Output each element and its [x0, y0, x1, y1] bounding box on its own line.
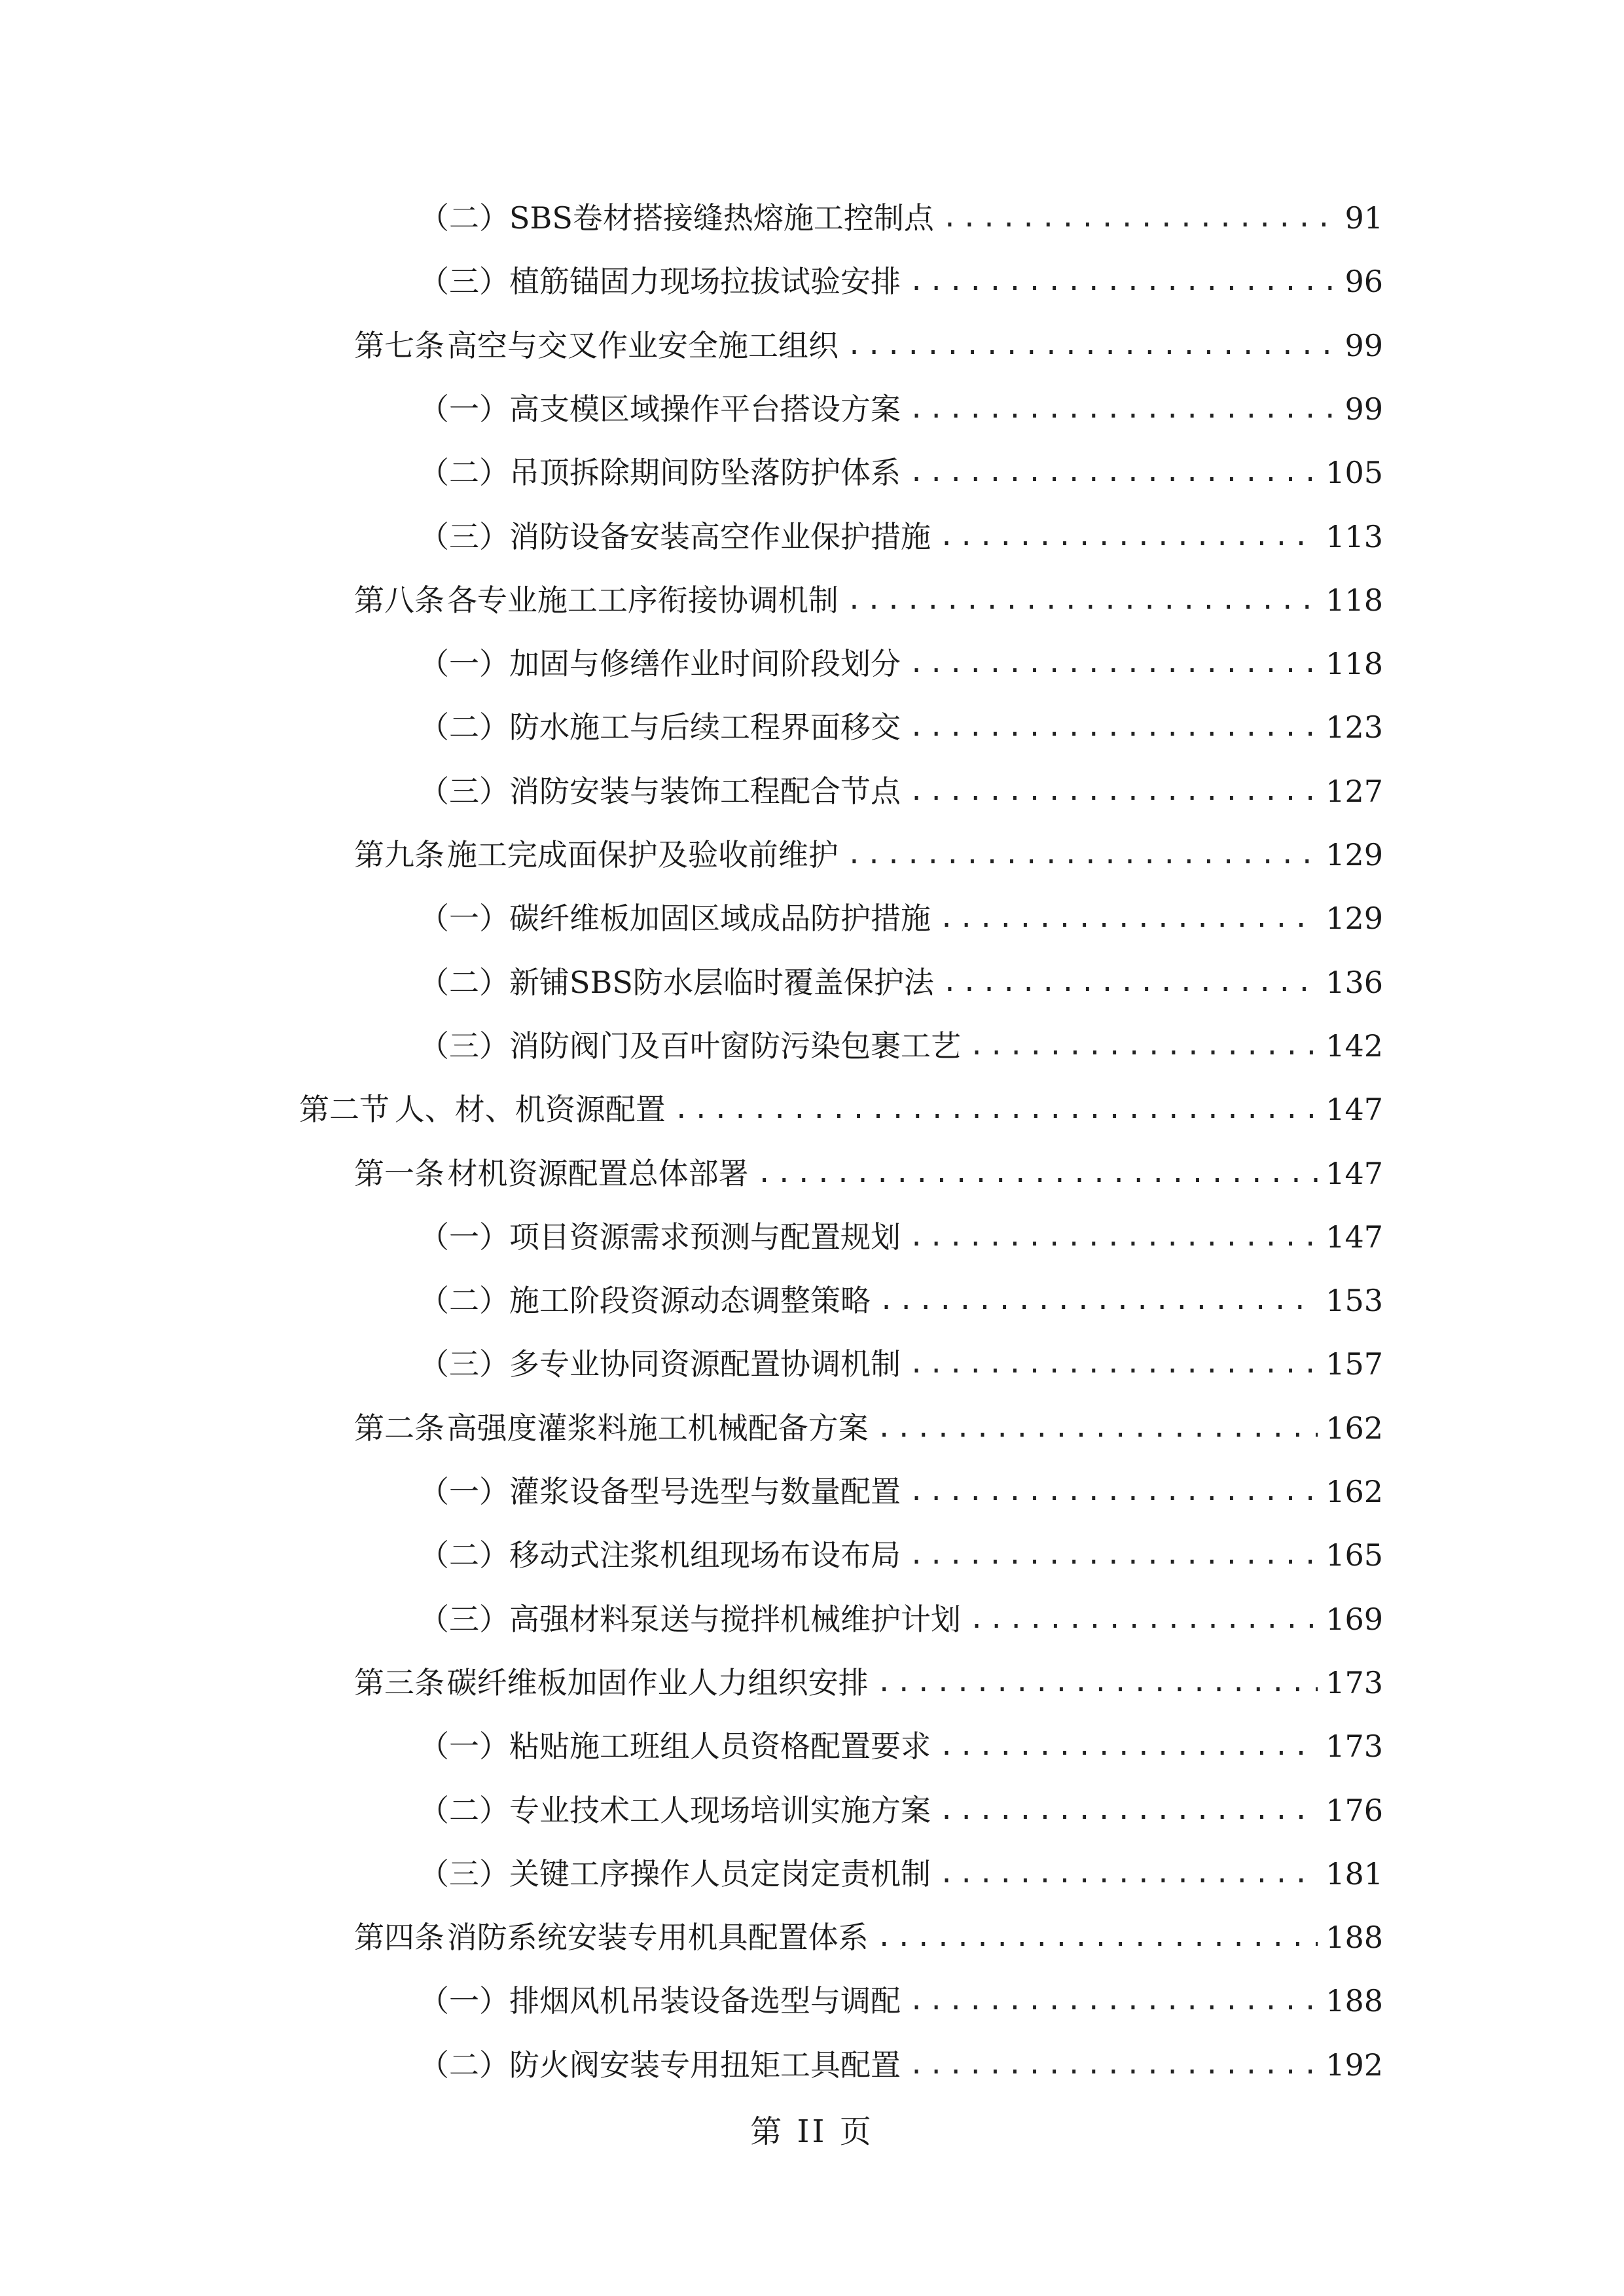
toc-entry-page: 153 [1326, 1283, 1383, 1319]
dot-leader [757, 1147, 1318, 1200]
toc-entry-title: 碳纤维板加固区域成品防护措施 [509, 901, 931, 937]
dot-leader [939, 1720, 1318, 1772]
toc-entry-number: （三） [419, 1856, 509, 1892]
toc-entry-number: （二） [419, 1537, 509, 1573]
toc-entry-page: 169 [1326, 1601, 1383, 1637]
toc-entry-number: （三） [419, 773, 509, 809]
toc-entry-number: 第七条 [354, 327, 444, 363]
toc-entry-title: 高强材料泵送与搅拌机械维护计划 [509, 1601, 961, 1637]
toc-entry[interactable] [419, 1529, 1383, 1581]
toc-entry-title: 高支模区域操作平台搭设方案 [509, 391, 901, 427]
toc-entry[interactable] [419, 383, 1383, 435]
toc-entry[interactable] [419, 1465, 1383, 1518]
toc-entry[interactable] [419, 1975, 1383, 2027]
toc-entry-number: （二） [419, 964, 509, 1000]
dot-leader [939, 892, 1318, 944]
dot-leader [909, 765, 1318, 817]
dot-leader [909, 2039, 1318, 2091]
toc-entry-number: （一） [419, 646, 509, 682]
toc-entry[interactable] [419, 446, 1383, 499]
toc-entry-number: 第八条 [354, 582, 444, 618]
toc-entry-page: 176 [1326, 1792, 1383, 1828]
dot-leader [969, 1020, 1318, 1072]
toc-entry-page: 127 [1326, 773, 1383, 809]
toc-entry-page: 147 [1326, 1219, 1383, 1255]
toc-entry-title: 消防阀门及百叶窗防污染包裹工艺 [509, 1028, 961, 1064]
toc-entry-page: 173 [1326, 1664, 1383, 1700]
dot-leader [942, 956, 1318, 1009]
toc-entry-title: 排烟风机吊装设备选型与调配 [509, 1983, 901, 2019]
toc-entry-page: 99 [1344, 391, 1383, 427]
toc-entry-title: 材机资源配置总体部署 [447, 1155, 749, 1191]
dot-leader [846, 829, 1318, 881]
dot-leader [939, 511, 1318, 563]
toc-entry[interactable] [419, 1274, 1383, 1327]
dot-leader [909, 1338, 1318, 1390]
toc-entry-page: 173 [1326, 1729, 1383, 1765]
toc-entry-title: 消防安装与装饰工程配合节点 [509, 773, 901, 809]
toc-entry-page: 96 [1344, 264, 1383, 300]
toc-entry-title: 专业技术工人现场培训实施方案 [509, 1792, 931, 1828]
toc-entry-title: 消防设备安装高空作业保护措施 [509, 518, 931, 554]
toc-entry[interactable] [354, 1657, 1383, 1709]
toc-entry[interactable] [354, 829, 1383, 881]
toc-entry-title: 各专业施工工序衔接协调机制 [446, 582, 839, 618]
toc-entry-number: （二） [419, 1792, 509, 1828]
toc-entry-number: 第四条 [354, 1920, 444, 1956]
toc-entry-title: 防火阀安装专用扭矩工具配置 [509, 2047, 901, 2083]
toc-entry[interactable] [354, 1147, 1383, 1200]
toc-entry[interactable] [419, 255, 1383, 308]
toc-entry-number: （二） [419, 455, 509, 491]
toc-entry-number: （二） [419, 200, 509, 236]
toc-entry[interactable] [299, 1083, 1383, 1136]
dot-leader [909, 1465, 1318, 1518]
toc-entry-page: 188 [1326, 1983, 1383, 2019]
toc-entry-page: 118 [1326, 582, 1383, 618]
dot-leader [909, 255, 1333, 308]
toc-entry-title: 消防系统安装专用机具配置体系 [446, 1920, 869, 1956]
dot-leader [909, 637, 1318, 690]
toc-entry-page: 118 [1326, 646, 1383, 682]
toc-entry-title: 关键工序操作人员定岗定责机制 [509, 1856, 931, 1892]
page-number-footer: 第 II 页 [750, 2113, 874, 2150]
toc-entry-number: （一） [419, 1729, 509, 1765]
dot-leader [969, 1593, 1318, 1645]
toc-entry[interactable] [419, 511, 1383, 563]
toc-entry-title: 吊顶拆除期间防坠落防护体系 [509, 455, 901, 491]
toc-entry[interactable] [354, 574, 1383, 626]
toc-entry-page: 129 [1326, 837, 1383, 872]
toc-entry[interactable] [419, 2039, 1383, 2091]
toc-entry[interactable] [354, 1911, 1383, 1964]
toc-entry-page: 147 [1326, 1092, 1383, 1128]
toc-entry-page: 91 [1344, 200, 1383, 236]
dot-leader [939, 1784, 1318, 1837]
toc-entry-number: （一） [419, 1474, 509, 1509]
dot-leader [939, 1848, 1318, 1900]
toc-entry-title: 高空与交叉作业安全施工组织 [447, 327, 839, 363]
toc-entry-page: 99 [1344, 327, 1383, 363]
toc-entry-number: （二） [419, 2047, 509, 2083]
toc-entry-title: 新铺SBS防水层临时覆盖保护法 [509, 964, 934, 1000]
toc-entry-page: 147 [1326, 1155, 1383, 1191]
toc-entry-page: 142 [1326, 1028, 1383, 1064]
dot-leader [942, 192, 1333, 244]
toc-entry-title: 高强度灌浆料施工机械配备方案 [446, 1410, 869, 1446]
toc-entry-title: 加固与修缮作业时间阶段划分 [509, 646, 901, 682]
dot-leader [846, 574, 1318, 626]
toc-entry-title: 灌浆设备型号选型与数量配置 [509, 1474, 901, 1509]
dot-leader [909, 383, 1333, 435]
toc-entry-page: 113 [1326, 518, 1383, 554]
toc-entry[interactable] [419, 701, 1383, 753]
dot-leader [909, 1211, 1318, 1263]
toc-entry[interactable] [419, 192, 1383, 244]
dot-leader [876, 1911, 1318, 1964]
toc-entry[interactable] [419, 1848, 1383, 1900]
toc-entry-number: （三） [419, 1028, 509, 1064]
toc-entry-page: 129 [1326, 901, 1383, 937]
toc-entry[interactable] [354, 319, 1383, 372]
toc-entry-page: 123 [1326, 709, 1383, 745]
dot-leader [878, 1274, 1318, 1327]
toc-entry-title: 多专业协同资源配置协调机制 [509, 1346, 901, 1382]
toc-entry-title: 移动式注浆机组现场布设布局 [509, 1537, 901, 1573]
toc-entry-number: （二） [419, 1283, 509, 1319]
toc-entry-title: 施工阶段资源动态调整策略 [509, 1283, 871, 1319]
toc-entry[interactable] [419, 1720, 1383, 1772]
toc-entry[interactable] [419, 956, 1383, 1009]
dot-leader [674, 1083, 1318, 1136]
toc-entry-title: 碳纤维板加固作业人力组织安排 [446, 1664, 869, 1700]
toc-entry-page: 105 [1326, 455, 1383, 491]
toc-entry[interactable] [419, 1338, 1383, 1390]
dot-leader [846, 319, 1333, 372]
toc-entry-number: 第三条 [354, 1664, 444, 1700]
toc-entry-page: 162 [1326, 1410, 1383, 1446]
toc-entry[interactable] [419, 1020, 1383, 1072]
toc-entry-number: 第九条 [354, 837, 444, 872]
dot-leader [909, 701, 1318, 753]
toc-entry-title: 项目资源需求预测与配置规划 [509, 1219, 901, 1255]
toc-entry-title: 防水施工与后续工程界面移交 [509, 709, 901, 745]
toc-entry-title: 粘贴施工班组人员资格配置要求 [509, 1729, 931, 1765]
toc-entry-number: （一） [419, 1983, 509, 2019]
dot-leader [876, 1402, 1318, 1454]
toc-entry-page: 165 [1326, 1537, 1383, 1573]
toc-entry-number: （三） [419, 264, 509, 300]
dot-leader [909, 446, 1318, 499]
toc-entry[interactable] [419, 892, 1383, 944]
toc-entry-title: 施工完成面保护及验收前维护 [446, 837, 839, 872]
toc-entry-number: （一） [419, 901, 509, 937]
toc-entry-number: 第二条 [354, 1410, 444, 1446]
toc-entry-number: （二） [419, 709, 509, 745]
toc-entry-number: （一） [419, 1219, 509, 1255]
toc-entry-number: （三） [419, 1601, 509, 1637]
toc-entry[interactable] [419, 1593, 1383, 1645]
toc-entry-page: 181 [1326, 1856, 1383, 1892]
toc-entry-page: 157 [1326, 1346, 1383, 1382]
toc-entry[interactable] [419, 637, 1383, 690]
toc-entry-title: 人、材、机资源配置 [394, 1092, 666, 1128]
dot-leader [909, 1975, 1318, 2027]
toc-entry-page: 192 [1326, 2047, 1383, 2083]
toc-entry[interactable] [419, 1784, 1383, 1837]
toc-entry-number: （一） [419, 391, 509, 427]
toc-entry-title: SBS卷材搭接缝热熔施工控制点 [509, 200, 934, 236]
toc-entry-title: 植筋锚固力现场拉拔试验安排 [509, 264, 901, 300]
toc-entry-number: 第二节 [299, 1092, 389, 1128]
toc-entry-number: （三） [419, 518, 509, 554]
toc-entry-page: 188 [1326, 1920, 1383, 1956]
toc-entry[interactable] [419, 1211, 1383, 1263]
dot-leader [876, 1657, 1318, 1709]
toc-entry-page: 136 [1326, 964, 1383, 1000]
toc-entry-number: 第一条 [354, 1155, 444, 1191]
toc-entry[interactable] [354, 1402, 1383, 1454]
dot-leader [909, 1529, 1318, 1581]
toc-entry[interactable] [419, 765, 1383, 817]
toc-entry-number: （三） [419, 1346, 509, 1382]
toc-entry-page: 162 [1326, 1474, 1383, 1509]
